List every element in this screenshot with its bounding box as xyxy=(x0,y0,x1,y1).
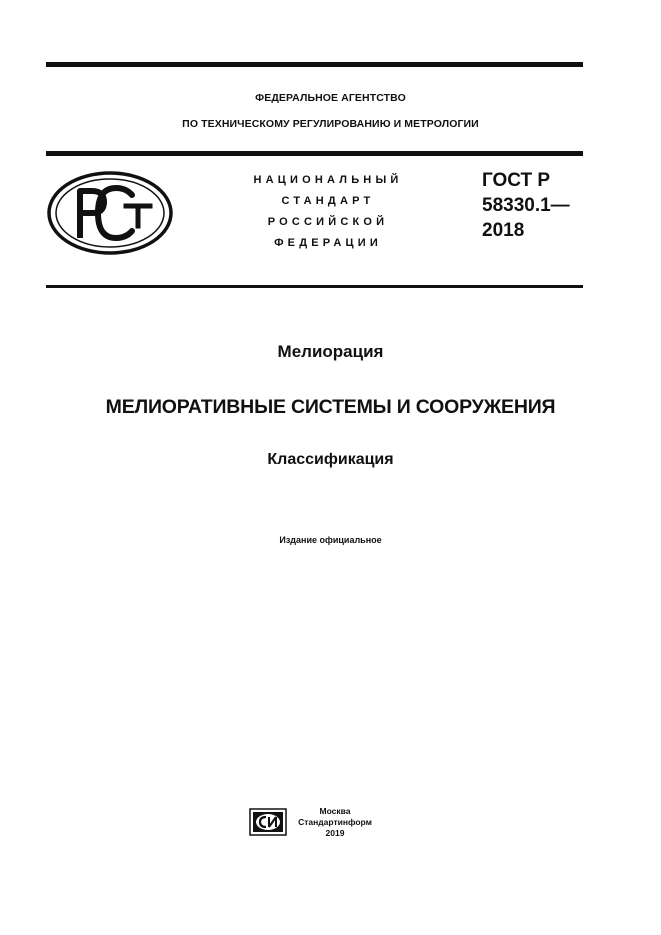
agency-name-line-1: ФЕДЕРАЛЬНОЕ АГЕНТСТВО xyxy=(255,92,406,104)
national-standard-caption xyxy=(228,170,428,254)
national-line-2: СТАНДАРТ xyxy=(281,195,375,207)
edition-note: Издание официальное xyxy=(279,535,382,545)
publisher-block xyxy=(296,806,374,839)
publisher-city: Москва xyxy=(319,806,351,816)
designation-line-2: 58330.1— xyxy=(482,195,570,216)
standartinform-logo-icon xyxy=(249,808,287,836)
publisher-name: Стандартинформ xyxy=(298,817,372,827)
main-title: МЕЛИОРАТИВНЫЕ СИСТЕМЫ И СООРУЖЕНИЯ xyxy=(105,396,556,418)
designation-line-3: 2018 xyxy=(482,220,525,241)
gost-r-emblem-icon xyxy=(46,170,174,256)
top-rule xyxy=(46,62,583,67)
national-line-4: ФЕДЕРАЦИИ xyxy=(274,237,382,249)
designation-line-1: ГОСТ Р xyxy=(482,170,551,191)
bottom-rule xyxy=(46,285,583,288)
national-line-3: РОССИЙСКОЙ xyxy=(267,216,389,228)
standard-designation xyxy=(482,168,570,243)
agency-name-line-2: ПО ТЕХНИЧЕСКОМУ РЕГУЛИРОВАНИЮ И МЕТРОЛОГИИ xyxy=(182,118,479,130)
subtitle: Классификация xyxy=(267,451,394,468)
national-line-1: НАЦИОНАЛЬНЫЙ xyxy=(253,174,403,186)
subject-heading: Мелиорация xyxy=(277,342,384,361)
publisher-year: 2019 xyxy=(325,828,345,838)
middle-rule xyxy=(46,151,583,156)
